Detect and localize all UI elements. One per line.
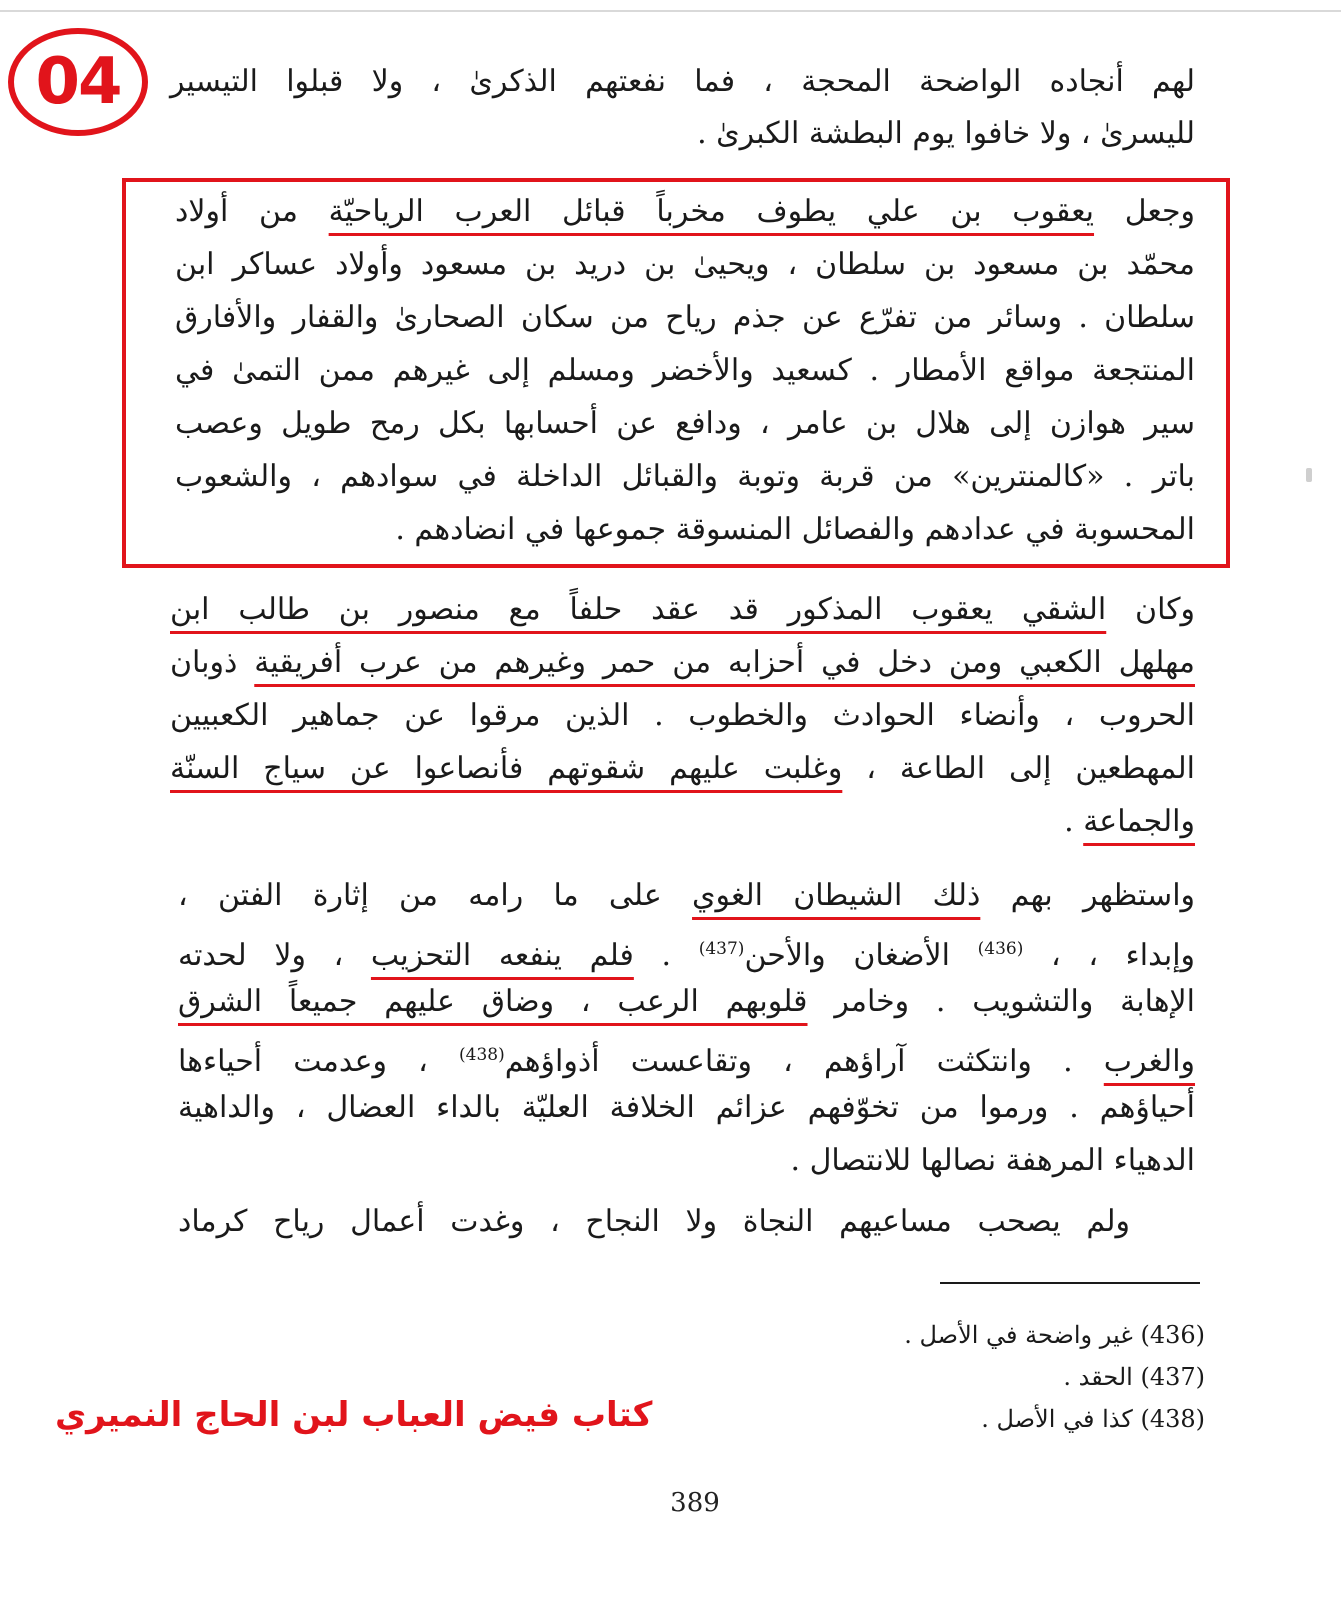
underlined-phrase: ذلك الشيطان الغوي [692,878,981,913]
p2-line-5-end: . [1064,804,1084,839]
p3-line-5: أحياؤهم . ورموا من تخوّفهم عزائم الخلافة العليّة بالداء العضال ، والداهية [178,1090,1195,1125]
p2-line-4-start: المهطعين إلى الطاعة ، [842,751,1195,786]
p2-line-2-end: ذوبان [170,645,255,680]
p2-line-5 [170,800,1195,844]
top-rule [0,10,1341,12]
page-badge [8,28,148,136]
p3-line-1 [178,874,1195,918]
p4-line-1: ولم يصحب مساعيهم النجاة ولا النجاح ، وغدت أعمال رياح كرماد [178,1204,1130,1239]
p3-line-2-end: ، ولا لحدته [178,938,371,973]
p3-line-4-end: ، وعدمت أحياءها [178,1044,459,1079]
p2-line-1-start: وكان [1106,592,1195,627]
underlined-phrase: وغلبت عليهم شقوتهم فأنصاعوا عن سياج السنّة [170,751,843,786]
boxed-line-3: سلطان . وسائر من تفرّع عن جذم رياح من سكان الصحارىٰ والقفار والأفارق [175,300,1195,335]
p2-line-4 [170,747,1195,791]
p3-line-3 [178,980,1195,1024]
underlined-phrase: فلم ينفعه التحزيب [370,938,634,973]
boxed-line-4: المنتجعة مواقع الأمطار . كسعيد والأخضر ومسلم إلى غيرهم ممن التمىٰ في [175,353,1195,388]
p3-line-4 [178,1033,1195,1084]
p3-line-4-mid: . وانتكثت آراؤهم ، وتقاعست أذواؤهم [504,1044,1104,1079]
page-number: 389 [670,1488,720,1518]
p3-line-1-start: واستظهر بهم [980,878,1196,913]
boxed-line-2: محمّد بن مسعود بن سلطان ، ويحيىٰ بن دريد بن مسعود وأولاد عساكر ابن [175,247,1195,282]
footnote-ref-436: (436) [977,939,1024,959]
p3-line-2 [178,927,1195,978]
intro-line-1: لهم أنجاده الواضحة المحجة ، فما نفعتهم الذكرىٰ ، ولا قبلوا التيسير [170,64,1195,99]
boxed-line-7: المحسوبة في عدادهم والفصائل المنسوقة جموعها في انضادهم . [395,512,1195,547]
underlined-phrase: والجماعة [1083,804,1195,839]
p3-line-3-start: الإهابة والتشويب . وخامر [807,984,1195,1019]
boxed-line-1 [175,190,1195,234]
book-caption: كتاب فيض العباب لبن الحاج النميري [55,1395,653,1435]
p3-line-6: الدهياء المرهفة نصالها للانتصال . [790,1143,1195,1178]
boxed-line-1-start: وجعل [1094,194,1195,229]
boxed-line-1-end: من أولاد [175,194,329,229]
p3-line-2-start: وإبداء ، ، [1023,938,1196,973]
footnote-rule [940,1282,1200,1284]
underlined-phrase: قلوبهم الرعب ، وضاق عليهم جميعاً الشرق [178,984,808,1019]
boxed-line-6: باتر . «كالمنترين» من قربة وتوبة والقبائل الداخلة في سوادهم ، والشعوب [175,459,1195,494]
footnote-ref-438: (438) [459,1045,505,1065]
page-badge-number: 04 [35,45,121,119]
p2-line-2 [170,641,1195,685]
footnote-436: (436) غير واضحة في الأصل . [904,1321,1205,1349]
p3-line-2-mid: الأضغان والأحن [744,938,978,973]
footnote-437: (437) الحقد . [1063,1363,1205,1391]
p3-line-1-end: على ما رامه من إثارة الفتن ، [178,878,693,913]
underlined-phrase: والغرب [1103,1044,1196,1079]
footnote-438: (438) كذا في الأصل . [981,1405,1205,1433]
footnote-ref-437: (437) [698,939,745,959]
intro-line-2: لليسرىٰ ، ولا خافوا يوم البطشة الكبرىٰ . [697,116,1195,151]
p3-line-2-sep: . [633,938,699,973]
p2-line-1 [170,588,1195,632]
boxed-line-5: سير هوازن إلى هلال بن عامر ، ودافع عن أحسابها بكل رمح طويل وعصب [175,406,1195,441]
underlined-phrase: الشقي يعقوب المذكور قد عقد حلفاً مع منصور بن طالب ابن [170,592,1107,627]
underlined-phrase: مهلهل الكعبي ومن دخل في أحزابه من حمر وغيرهم من عرب أفريقية [254,645,1195,680]
underlined-phrase: يعقوب بن علي يطوف مخرباً قبائل العرب الرياحيّة [328,194,1095,229]
margin-mark [1306,468,1312,482]
p2-line-3: الحروب ، وأنضاء الحوادث والخطوب . الذين مرقوا عن جماهير الكعبيين [170,698,1195,733]
